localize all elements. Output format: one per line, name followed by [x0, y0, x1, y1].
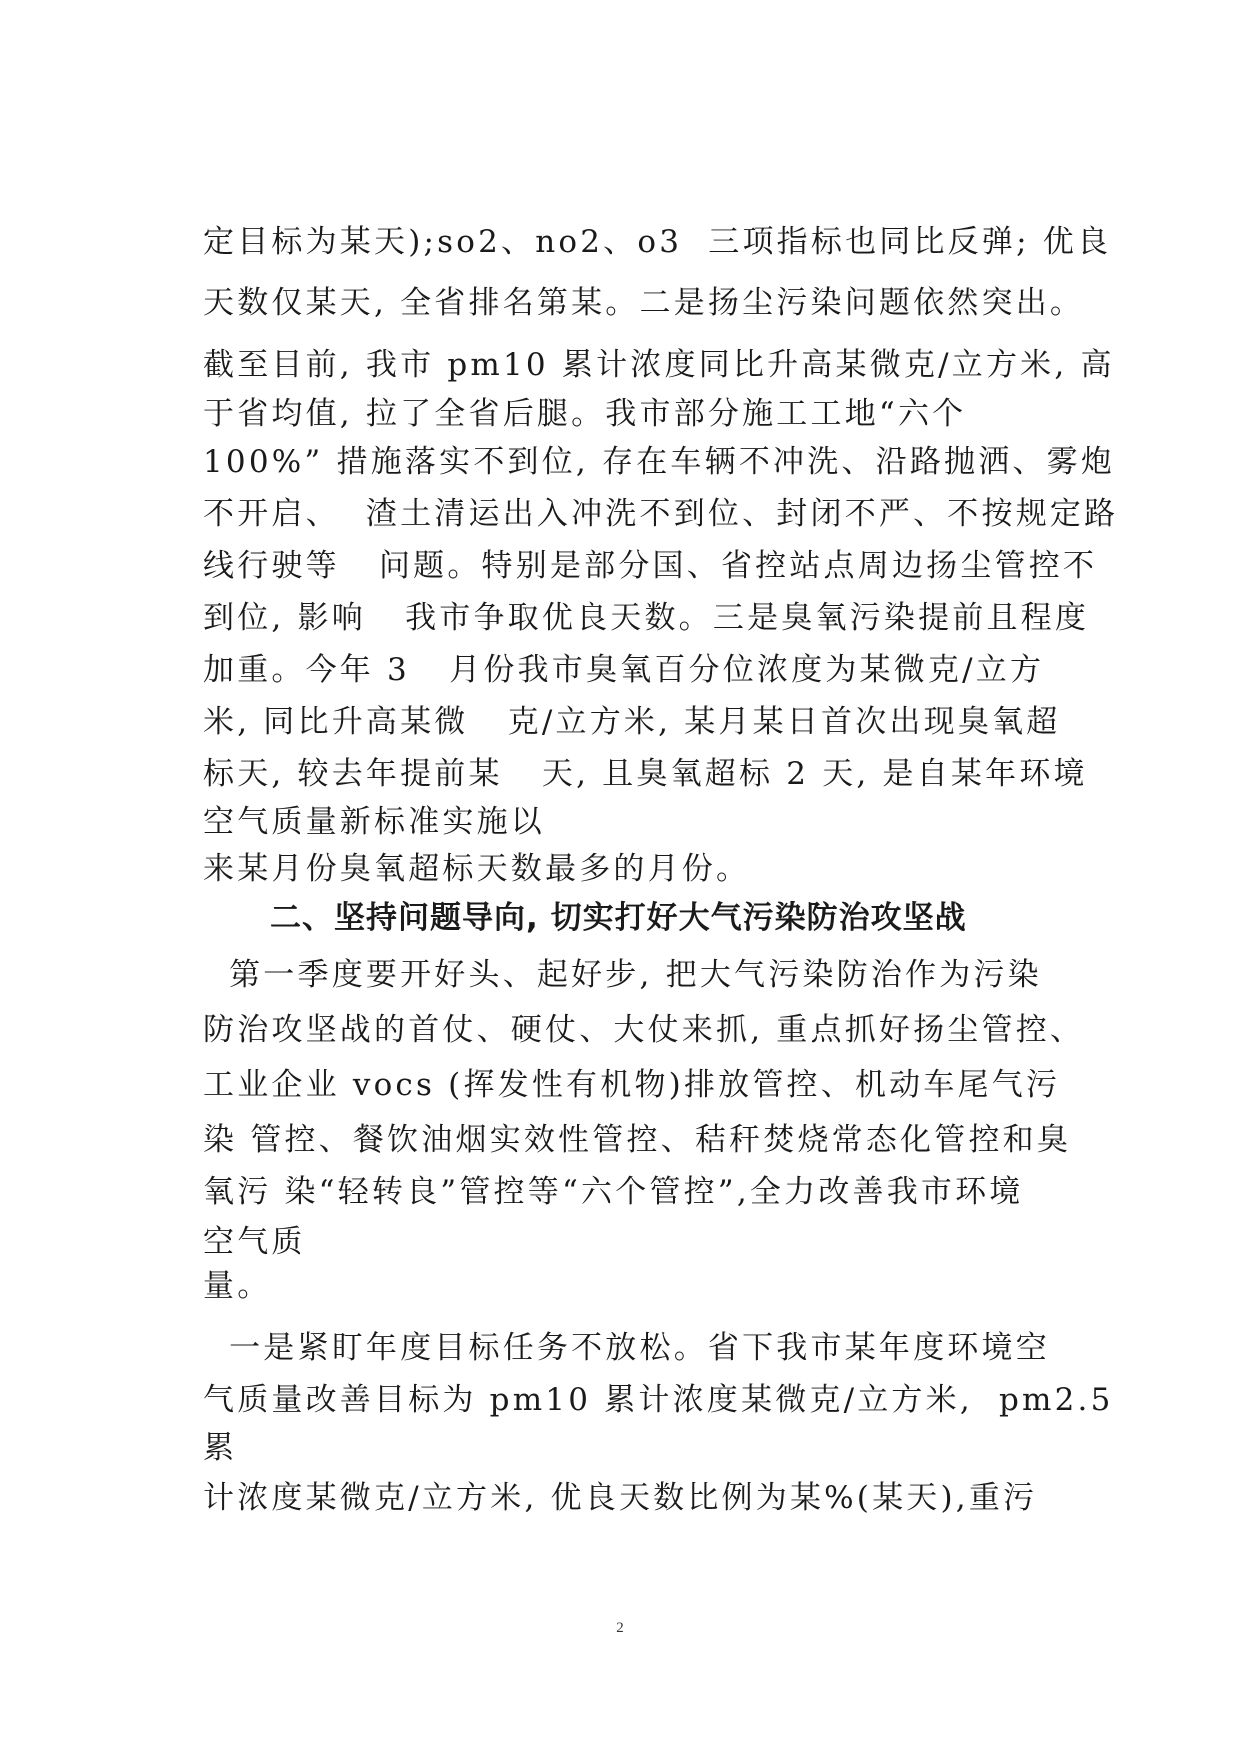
text-line: 工业企业 vocs (挥发性有机物)排放管控、机动车尾气污	[203, 1067, 1061, 1103]
text-line: 一是紧盯年度目标任务不放松。省下我市某年度环境空	[203, 1330, 1050, 1366]
text-line: 米, 同比升高某微 克/立方米, 某月某日首次出现臭氧超	[203, 704, 1061, 740]
text-line: 空气质	[203, 1224, 306, 1260]
text-line: 天数仅某天, 全省排名第某。二是扬尘污染问题依然突出。	[203, 285, 1085, 321]
text-line: 染 管控、餐饮油烟实效性管控、秸秆焚烧常态化管控和臭	[203, 1122, 1072, 1158]
text-line: 防治攻坚战的首仗、硬仗、大仗来抓, 重点抓好扬尘管控、	[203, 1012, 1085, 1048]
text-line: 不开启、 渣土清运出入冲洗不到位、封闭不严、不按规定路	[203, 496, 1119, 532]
text-line: 第一季度要开好头、起好步, 把大气污染防治作为污染	[203, 957, 1042, 993]
text-line: 标天, 较去年提前某 天, 且臭氧超标 2 天, 是自某年环境	[203, 756, 1088, 792]
text-line: 加重。今年 3 月份我市臭氧百分位浓度为某微克/立方	[203, 652, 1045, 688]
text-line: 于省均值, 拉了全省后腿。我市部分施工工地“六个	[203, 396, 967, 432]
text-line: 气质量改善目标为 pm10 累计浓度某微克/立方米, pm2.5	[203, 1382, 1114, 1418]
text-line: 累	[203, 1430, 238, 1466]
text-line: 氧污 染“轻转良”管控等“六个管控”,全力改善我市环境	[203, 1174, 1024, 1210]
text-line: 线行驶等 问题。特别是部分国、省控站点周边扬尘管控不	[203, 548, 1098, 584]
text-line: 计浓度某微克/立方米, 优良天数比例为某%(某天),重污	[203, 1480, 1038, 1516]
text-line: 空气质量新标准实施以	[203, 804, 545, 840]
text-line: 量。	[203, 1268, 272, 1304]
text-line: 截至目前, 我市 pm10 累计浓度同比升高某微克/立方米, 高	[203, 347, 1115, 383]
section-heading: 二、坚持问题导向, 切实打好大气污染防治攻坚战	[270, 900, 967, 936]
text-line: 到位, 影响 我市争取优良天数。三是臭氧污染提前且程度	[203, 600, 1090, 636]
text-line: 定目标为某天);so2、no2、o3 三项指标也同比反弹; 优良	[203, 224, 1112, 260]
text-line: 100%” 措施落实不到位, 存在车辆不冲洗、沿路抛洒、雾炮	[203, 444, 1116, 480]
text-line: 来某月份臭氧超标天数最多的月份。	[203, 851, 751, 887]
page-number: 2	[616, 1620, 624, 1636]
